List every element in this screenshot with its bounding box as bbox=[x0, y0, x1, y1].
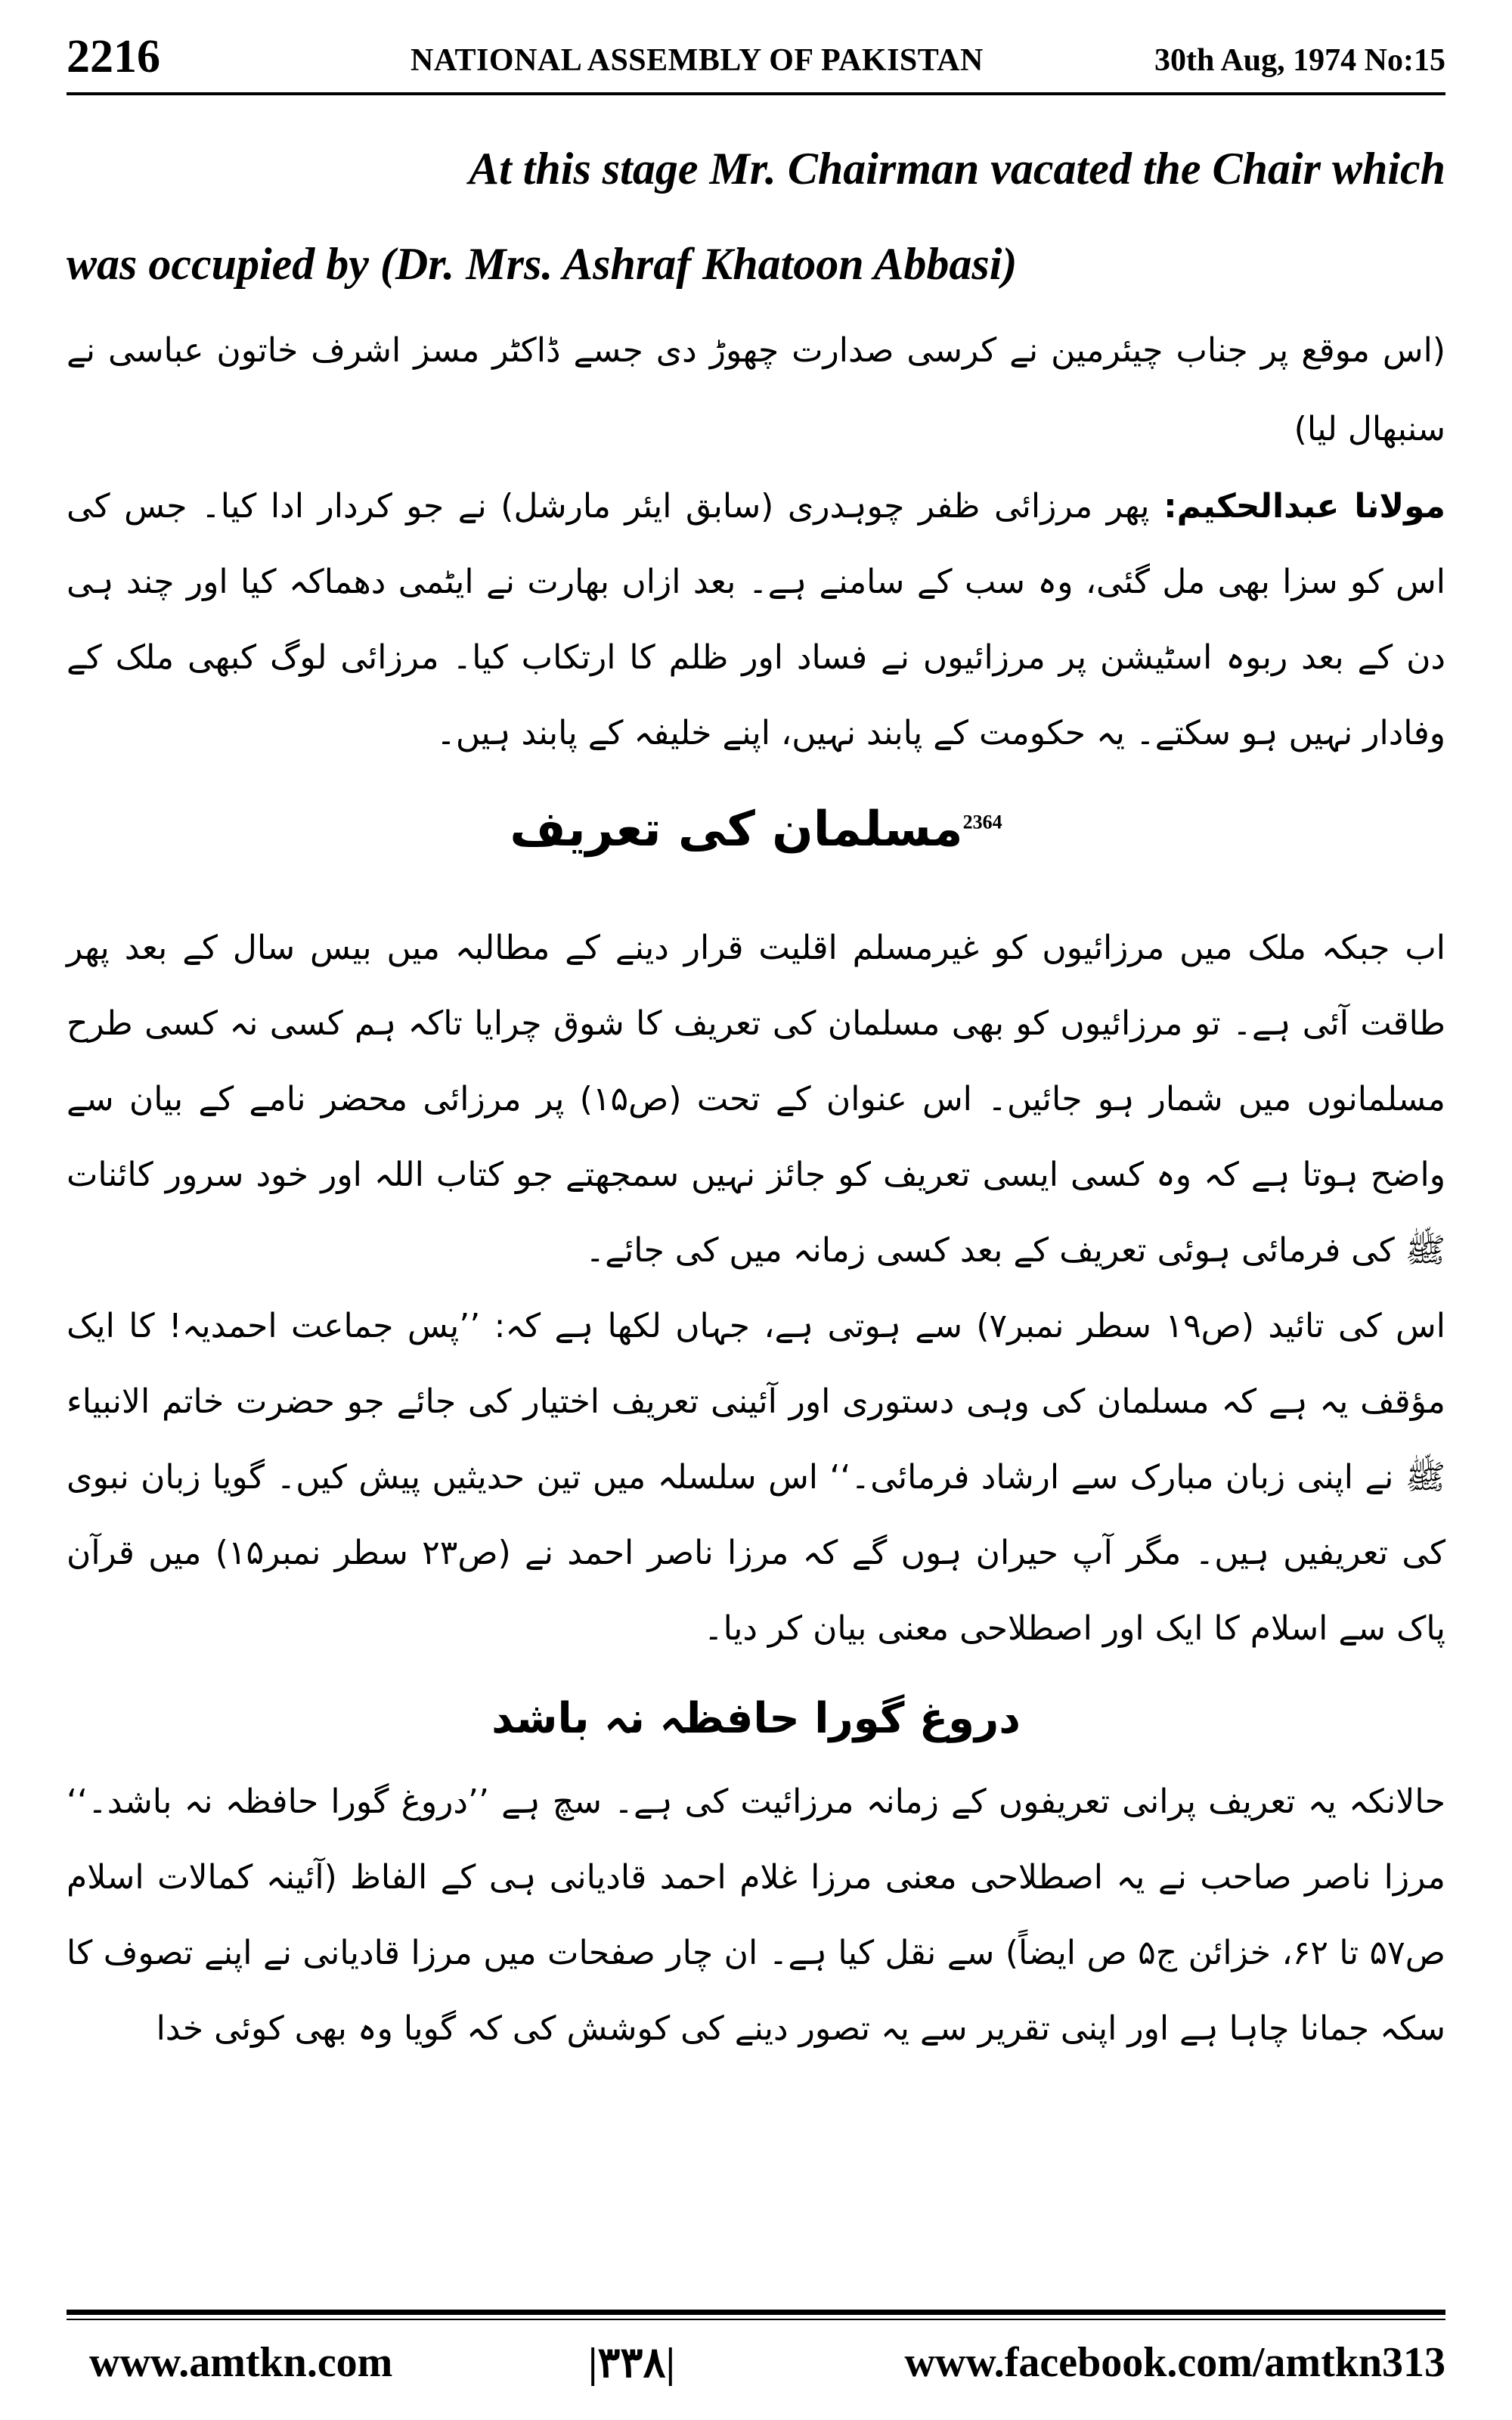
procedural-note-english bbox=[67, 121, 1445, 312]
procedural-note-line-1: At this stage Mr. Chairman vacated the Chair which bbox=[469, 144, 1445, 194]
section-heading-text: مسلمان کی تعریف bbox=[510, 802, 963, 858]
speech-text: پھر مرزائی ظفر چوہدری (سابق ایئر مارشل) نے جو کردار ادا کیا۔ جس کی اس کو سزا بھی مل گئی، وہ سب کے سامنے ہے۔ بعد ازاں بھارت نے ایٹمی دھماکہ کیا اور چند ہی دن کے بعد ربوہ اسٹیشن پر مرزائیوں نے فساد اور ظلم کا ارتکاب کیا۔ مرزائی لوگ کبھی ملک کے وفادار نہیں ہو سکتے۔ یہ حکومت کے پابند نہیں، اپنے خلیفہ کے پابند ہیں۔ bbox=[67, 487, 1445, 752]
speech-paragraph bbox=[67, 469, 1445, 771]
facebook-link[interactable]: www.facebook.com/amtkn313 bbox=[904, 2339, 1445, 2386]
footer-divider-thin bbox=[67, 2319, 1445, 2320]
footer-divider-thick bbox=[67, 2310, 1445, 2315]
procedural-note-line-2: was occupied by (Dr. Mrs. Ashraf Khatoon Abbasi) bbox=[67, 239, 1018, 289]
procedural-note-urdu: (اس موقع پر جناب چیئرمین نے کرسی صدارت چھوڑ دی جسے ڈاکٹر مسز اشرف خاتون عباسی نے سنبھال لیا) bbox=[67, 331, 1445, 448]
section2-paragraph: حالانکہ یہ تعریف پرانی تعریفوں کے زمانہ مرزائیت کی ہے۔ سچ ہے ’’دروغ گورا حافظہ نہ باشد۔‘‘ مرزا ناصر صاحب نے یہ اصطلاحی معنی مرزا غلام احمد قادیانی ہی کے الفاظ (آئینہ کمالات اسلام ص۵۷ تا ۶۲، خزائن ج۵ ص ایضاً) سے نقل کیا ہے۔ ان چار صفحات میں مرزا قادیانی نے اپنے تصوف کا سکہ جمانا چاہا ہے اور اپنی تقریر سے یہ تصور دینے کی کوشش کی کہ گویا وہ بھی کوئی خدا bbox=[67, 1782, 1445, 2048]
page-body bbox=[67, 121, 1445, 2067]
speaker-name: مولانا عبدالحکیم: bbox=[1163, 487, 1445, 526]
section1-paragraph-2: اس کی تائید (ص۱۹ سطر نمبر۷) سے ہوتی ہے، جہاں لکھا ہے کہ: ’’پس جماعت احمدیہ! کا ایک مؤقف یہ ہے کہ مسلمان کی وہی دستوری اور آئینی تعریف اختیار کی جائے جو حضرت خاتم الانبیاء ﷺ نے اپنی زبان مبارک سے ارشاد فرمائی۔‘‘ اس سلسلہ میں تین حدیثیں پیش کیں۔ گویا زبان نبوی کی تعریفیں ہیں۔ مگر آپ حیران ہوں گے کہ مرزا ناصر احمد نے (ص۲۳ سطر نمبر۱۵) میں قرآن پاک سے اسلام کا ایک اور اصطلاحی معنی بیان کر دیا۔ bbox=[67, 1307, 1446, 1648]
section1-paragraph-1: اب جبکہ ملک میں مرزائیوں کو غیرمسلم اقلیت قرار دینے کے مطالبہ میں بیس سال کے بعد پھر طاقت آئی ہے۔ تو مرزائیوں کو بھی مسلمان کی تعریف کا شوق چرایا تاکہ ہم کسی نہ کسی طرح مسلمانوں میں شمار ہو جائیں۔ اس عنوان کے تحت (ص۱۵) پر مرزائی محضر نامے کے بیان سے واضح ہوتا ہے کہ وہ کسی ایسی تعریف کو جائز نہیں سمجھتے جو کتاب اللہ اور خود سرور کائنات ﷺ کی فرمائی ہوئی تعریف کے بعد کسی زمانہ میں کی جائے۔ bbox=[67, 929, 1446, 1270]
section-reference-number: 2364 bbox=[962, 811, 1002, 833]
section-heading-muslim-definition bbox=[67, 802, 1445, 858]
publication-title: NATIONAL ASSEMBLY OF PAKISTAN bbox=[411, 43, 984, 78]
page-header bbox=[67, 30, 1445, 91]
section-heading-proverb: دروغ گورا حافظہ نہ باشد bbox=[491, 1694, 1021, 1743]
page-number: 2216 bbox=[67, 31, 160, 82]
website-link[interactable]: www.amtkn.com bbox=[89, 2339, 393, 2386]
book-page-number: |۳۳۸| bbox=[588, 2340, 675, 2387]
issue-date: 30th Aug, 1974 No:15 bbox=[1154, 43, 1445, 78]
page-footer bbox=[67, 2338, 1445, 2399]
header-divider bbox=[67, 92, 1445, 95]
